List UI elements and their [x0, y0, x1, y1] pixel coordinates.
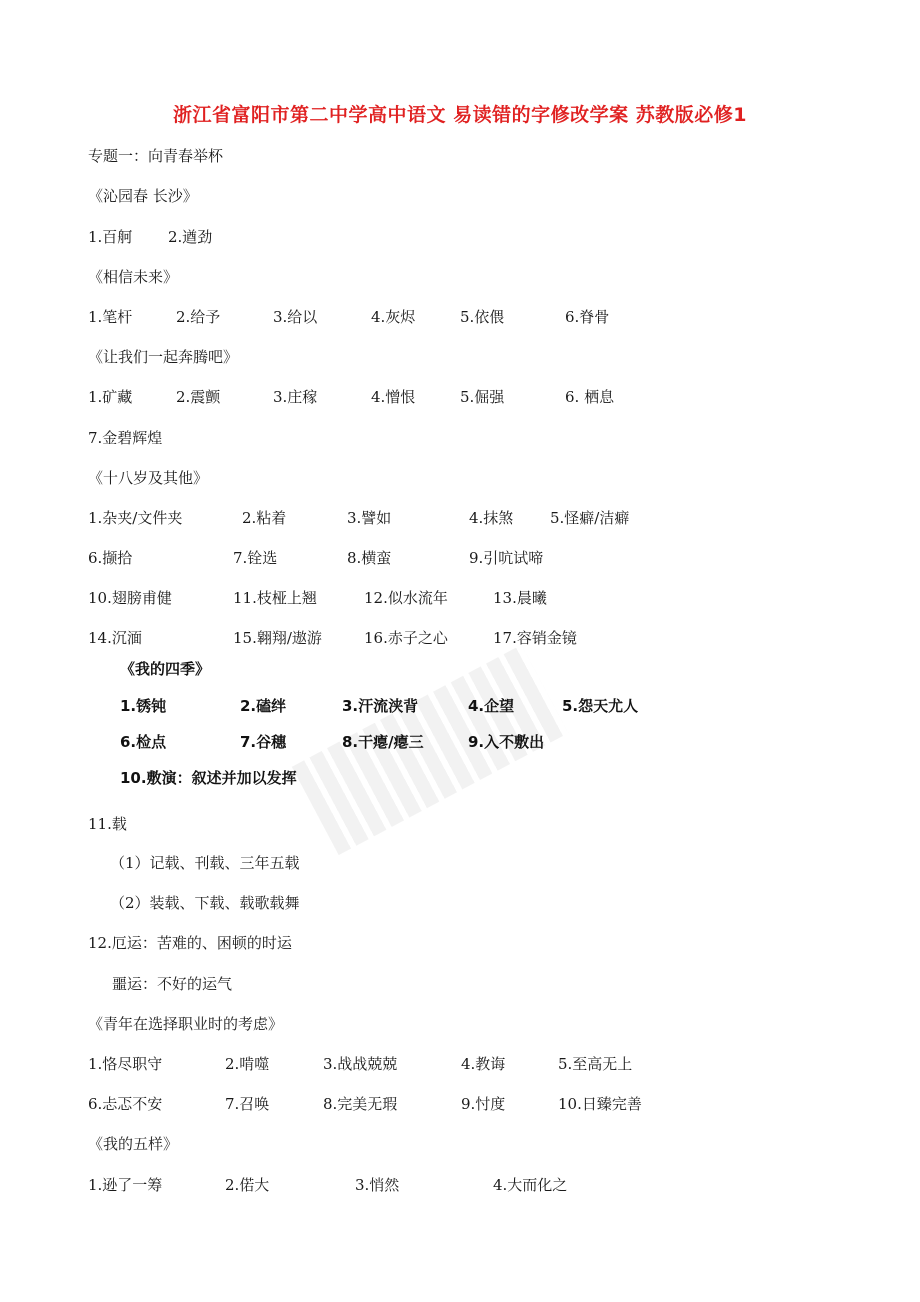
heading-wodesiji: 《我的四季》 — [120, 660, 211, 678]
word-item: 5.倔强 — [460, 388, 505, 406]
word-item: 3.汗流浃背 — [342, 697, 419, 715]
word-item: 6.脊骨 — [565, 308, 610, 326]
item-12: 12.厄运：苦难的、困顿的时运 — [88, 934, 292, 952]
word-item: 9.忖度 — [461, 1095, 506, 1113]
word-item: 5.至高无上 — [558, 1055, 633, 1073]
word-item: 3.战战兢兢 — [323, 1055, 398, 1073]
word-item: 7.召唤 — [225, 1095, 270, 1113]
item-11: 11.载 — [88, 815, 127, 833]
word-item: 9.引吭试啼 — [469, 549, 544, 567]
word-item: 2.粘着 — [242, 509, 287, 527]
word-item: 4.憎恨 — [371, 388, 416, 406]
word-item: 2.磕绊 — [240, 697, 287, 715]
word-item: 1.百舸 — [88, 228, 133, 246]
word-item: 2.偌大 — [225, 1176, 270, 1194]
word-item: 5.怨天尤人 — [562, 697, 639, 715]
word-item: 1.锈钝 — [120, 697, 167, 715]
word-item: 10.日臻完善 — [558, 1095, 642, 1113]
word-item: 11.枝桠上翘 — [233, 589, 317, 607]
word-item: 6.忐忑不安 — [88, 1095, 163, 1113]
word-item: 1.矿藏 — [88, 388, 133, 406]
word-item: 4.灰烬 — [371, 308, 416, 326]
item-11a: （1）记载、刊载、三年五载 — [110, 854, 300, 872]
word-item: 13.晨曦 — [493, 589, 547, 607]
word-item: 1.恪尽职守 — [88, 1055, 163, 1073]
word-item: 14.沉湎 — [88, 629, 142, 647]
item-11b: （2）装载、下载、载歌载舞 — [110, 894, 300, 912]
heading-qinyuanchun: 《沁园春 长沙》 — [88, 187, 198, 205]
item-12b: 噩运：不好的运气 — [112, 975, 233, 993]
word-item: 2.给予 — [176, 308, 221, 326]
word-item: 12.似水流年 — [364, 589, 448, 607]
word-item: 3.庄稼 — [273, 388, 318, 406]
word-item: 7.谷穗 — [240, 733, 287, 751]
word-item: 10.翅膀甫健 — [88, 589, 172, 607]
word-item: 1.笔杆 — [88, 308, 133, 326]
word-item: 10.敷演：叙述并加以发挥 — [120, 769, 297, 787]
word-item: 2.啃噬 — [225, 1055, 270, 1073]
heading-zhiye: 《青年在选择职业时的考虑》 — [88, 1015, 284, 1033]
word-item: 5.怪癖/洁癖 — [550, 509, 630, 527]
heading-xiangxinweilai: 《相信未来》 — [88, 268, 179, 286]
document-title: 浙江省富阳市第二中学高中语文 易读错的字修改学案 苏教版必修1 — [173, 104, 747, 126]
word-item: 6.撷拾 — [88, 549, 133, 567]
word-item: 3.譬如 — [347, 509, 392, 527]
word-item: 15.翱翔/遨游 — [233, 629, 322, 647]
word-item: 4.大而化之 — [493, 1176, 568, 1194]
word-item: 7.金碧辉煌 — [88, 429, 163, 447]
word-item: 8.干瘪/瘪三 — [342, 733, 424, 751]
word-item: 2.震颤 — [176, 388, 221, 406]
topic-line: 专题一：向青春举杯 — [88, 147, 224, 165]
word-item: 5.依偎 — [460, 308, 505, 326]
word-item: 3.悄然 — [355, 1176, 400, 1194]
word-item: 16.赤子之心 — [364, 629, 448, 647]
word-item: 8.完美无瑕 — [323, 1095, 398, 1113]
word-item: 6. 栖息 — [565, 388, 615, 406]
word-item: 17.容销金镜 — [493, 629, 577, 647]
word-item: 4.教诲 — [461, 1055, 506, 1073]
word-item: 2.遒劲 — [168, 228, 213, 246]
heading-benteng: 《让我们一起奔腾吧》 — [88, 348, 239, 366]
word-item: 7.铨选 — [233, 549, 278, 567]
word-item: 8.横蛮 — [347, 549, 392, 567]
word-item: 1.逊了一筹 — [88, 1176, 163, 1194]
word-item: 3.给以 — [273, 308, 318, 326]
word-item: 4.企望 — [468, 697, 515, 715]
heading-shibasui: 《十八岁及其他》 — [88, 469, 209, 487]
word-item: 6.检点 — [120, 733, 167, 751]
word-item: 1.杂夹/文件夹 — [88, 509, 183, 527]
word-item: 4.抹煞 — [469, 509, 514, 527]
heading-wudewuyang: 《我的五样》 — [88, 1135, 179, 1153]
word-item: 9.入不敷出 — [468, 733, 545, 751]
